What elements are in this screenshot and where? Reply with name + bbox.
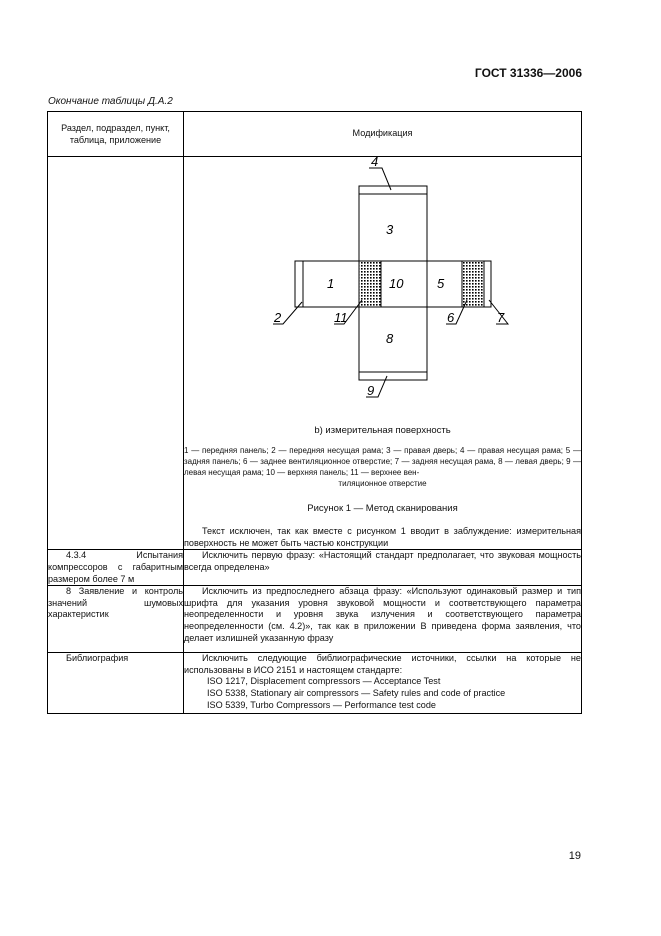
label-11: 11 (334, 310, 348, 325)
row2-section: 4.3.4 Испытания компрессоров с габаритным размером более 7 м (48, 550, 184, 586)
row1-modification (184, 157, 582, 550)
table-row (48, 157, 582, 550)
label-8: 8 (386, 331, 394, 346)
row1-section (48, 157, 184, 550)
table-caption: Окончание таблицы Д.А.2 (48, 96, 173, 107)
label-5: 5 (437, 276, 445, 291)
panel-top-10 (381, 261, 427, 307)
panel-front-frame-2 (295, 261, 303, 307)
panel-rear-frame-7 (484, 261, 491, 307)
col2-header: Модификация (184, 112, 582, 157)
row4-modification (184, 653, 582, 714)
bibliography-intro: Исключить следующие библиографические источники, ссылки на которые не использованы в ИСО 2151 и настоящем стандарте: (184, 653, 581, 675)
label-7: 7 (497, 310, 505, 325)
table-row (48, 586, 582, 653)
bibliography-ref: ISO 5339, Turbo Compressors — Performance test code (207, 699, 436, 710)
bibliography-ref: ISO 5338, Stationary air compressors — Safety rules and code of practice (207, 687, 506, 698)
label-3: 3 (386, 222, 394, 237)
page-number: 19 (568, 850, 581, 862)
row4-section: Библиография (48, 653, 184, 714)
panel-right-frame-4 (359, 186, 427, 194)
table-header-row (48, 112, 582, 157)
row2-modification: Исключить первую фразу: «Настоящий стандарт предполагает, что звуковая мощность всегда определена» (184, 550, 582, 586)
bibliography-ref: ISO 1217, Displacement compressors — Acceptance Test (207, 676, 441, 687)
modifications-table (47, 111, 582, 714)
col1-header: Раздел, подраздел, пункт, таблица, приложение (48, 112, 184, 157)
label-9: 9 (367, 383, 375, 398)
row1-note: Текст исключен, так как вместе с рисунком 1 вводит в заблуждение: измерительная поверхность не может быть частью конструкции (184, 526, 581, 548)
row3-modification: Исключить из предпоследнего абзаца фразу: «Используют одинаковый размер и тип шрифта для указания уровня звуковой мощности и соответствующего параметра неопределенности и уровня звука излучения и соответствующего параметра неопределенности (см. 4.2)», так как в приложении В приведена форма заявления, что делает излишней указанную фразу (184, 586, 582, 653)
panel-rear-5 (427, 261, 462, 307)
figure-title: Рисунок 1 — Метод сканирования (307, 502, 458, 514)
standard-code: ГОСТ 31336—2006 (474, 66, 582, 80)
figure-subcaption: b) измерительная поверхность (314, 425, 451, 436)
table-row (48, 550, 582, 586)
label-6: 6 (447, 310, 455, 325)
label-4: 4 (371, 157, 379, 169)
panel-rear-vent-6 (462, 261, 484, 307)
label-1: 1 (327, 276, 335, 291)
figure-legend: 1 — передняя панель; 2 — передняя несущая рама; 3 — правая дверь; 4 — правая несущая рама; 5 — задняя панель; 6 — заднее вентиляционное отверстие; 7 — задняя несущая рама, 8 — левая дверь; 9 — левая несущая рама; 10 — верхняя панель; 11 — верхнее вен- (184, 445, 581, 477)
panel-left-frame-9 (359, 372, 427, 380)
row3-section: 8 Заявление и контроль значений шумовых характеристик (48, 586, 184, 653)
panel-top-vent-11 (359, 261, 381, 307)
scanning-figure (184, 157, 581, 425)
figure-legend-end: тиляционное отверстие (338, 478, 427, 488)
figure-diagram (184, 157, 574, 425)
label-10: 10 (389, 276, 404, 291)
table-row (48, 653, 582, 714)
label-2: 2 (274, 310, 282, 325)
